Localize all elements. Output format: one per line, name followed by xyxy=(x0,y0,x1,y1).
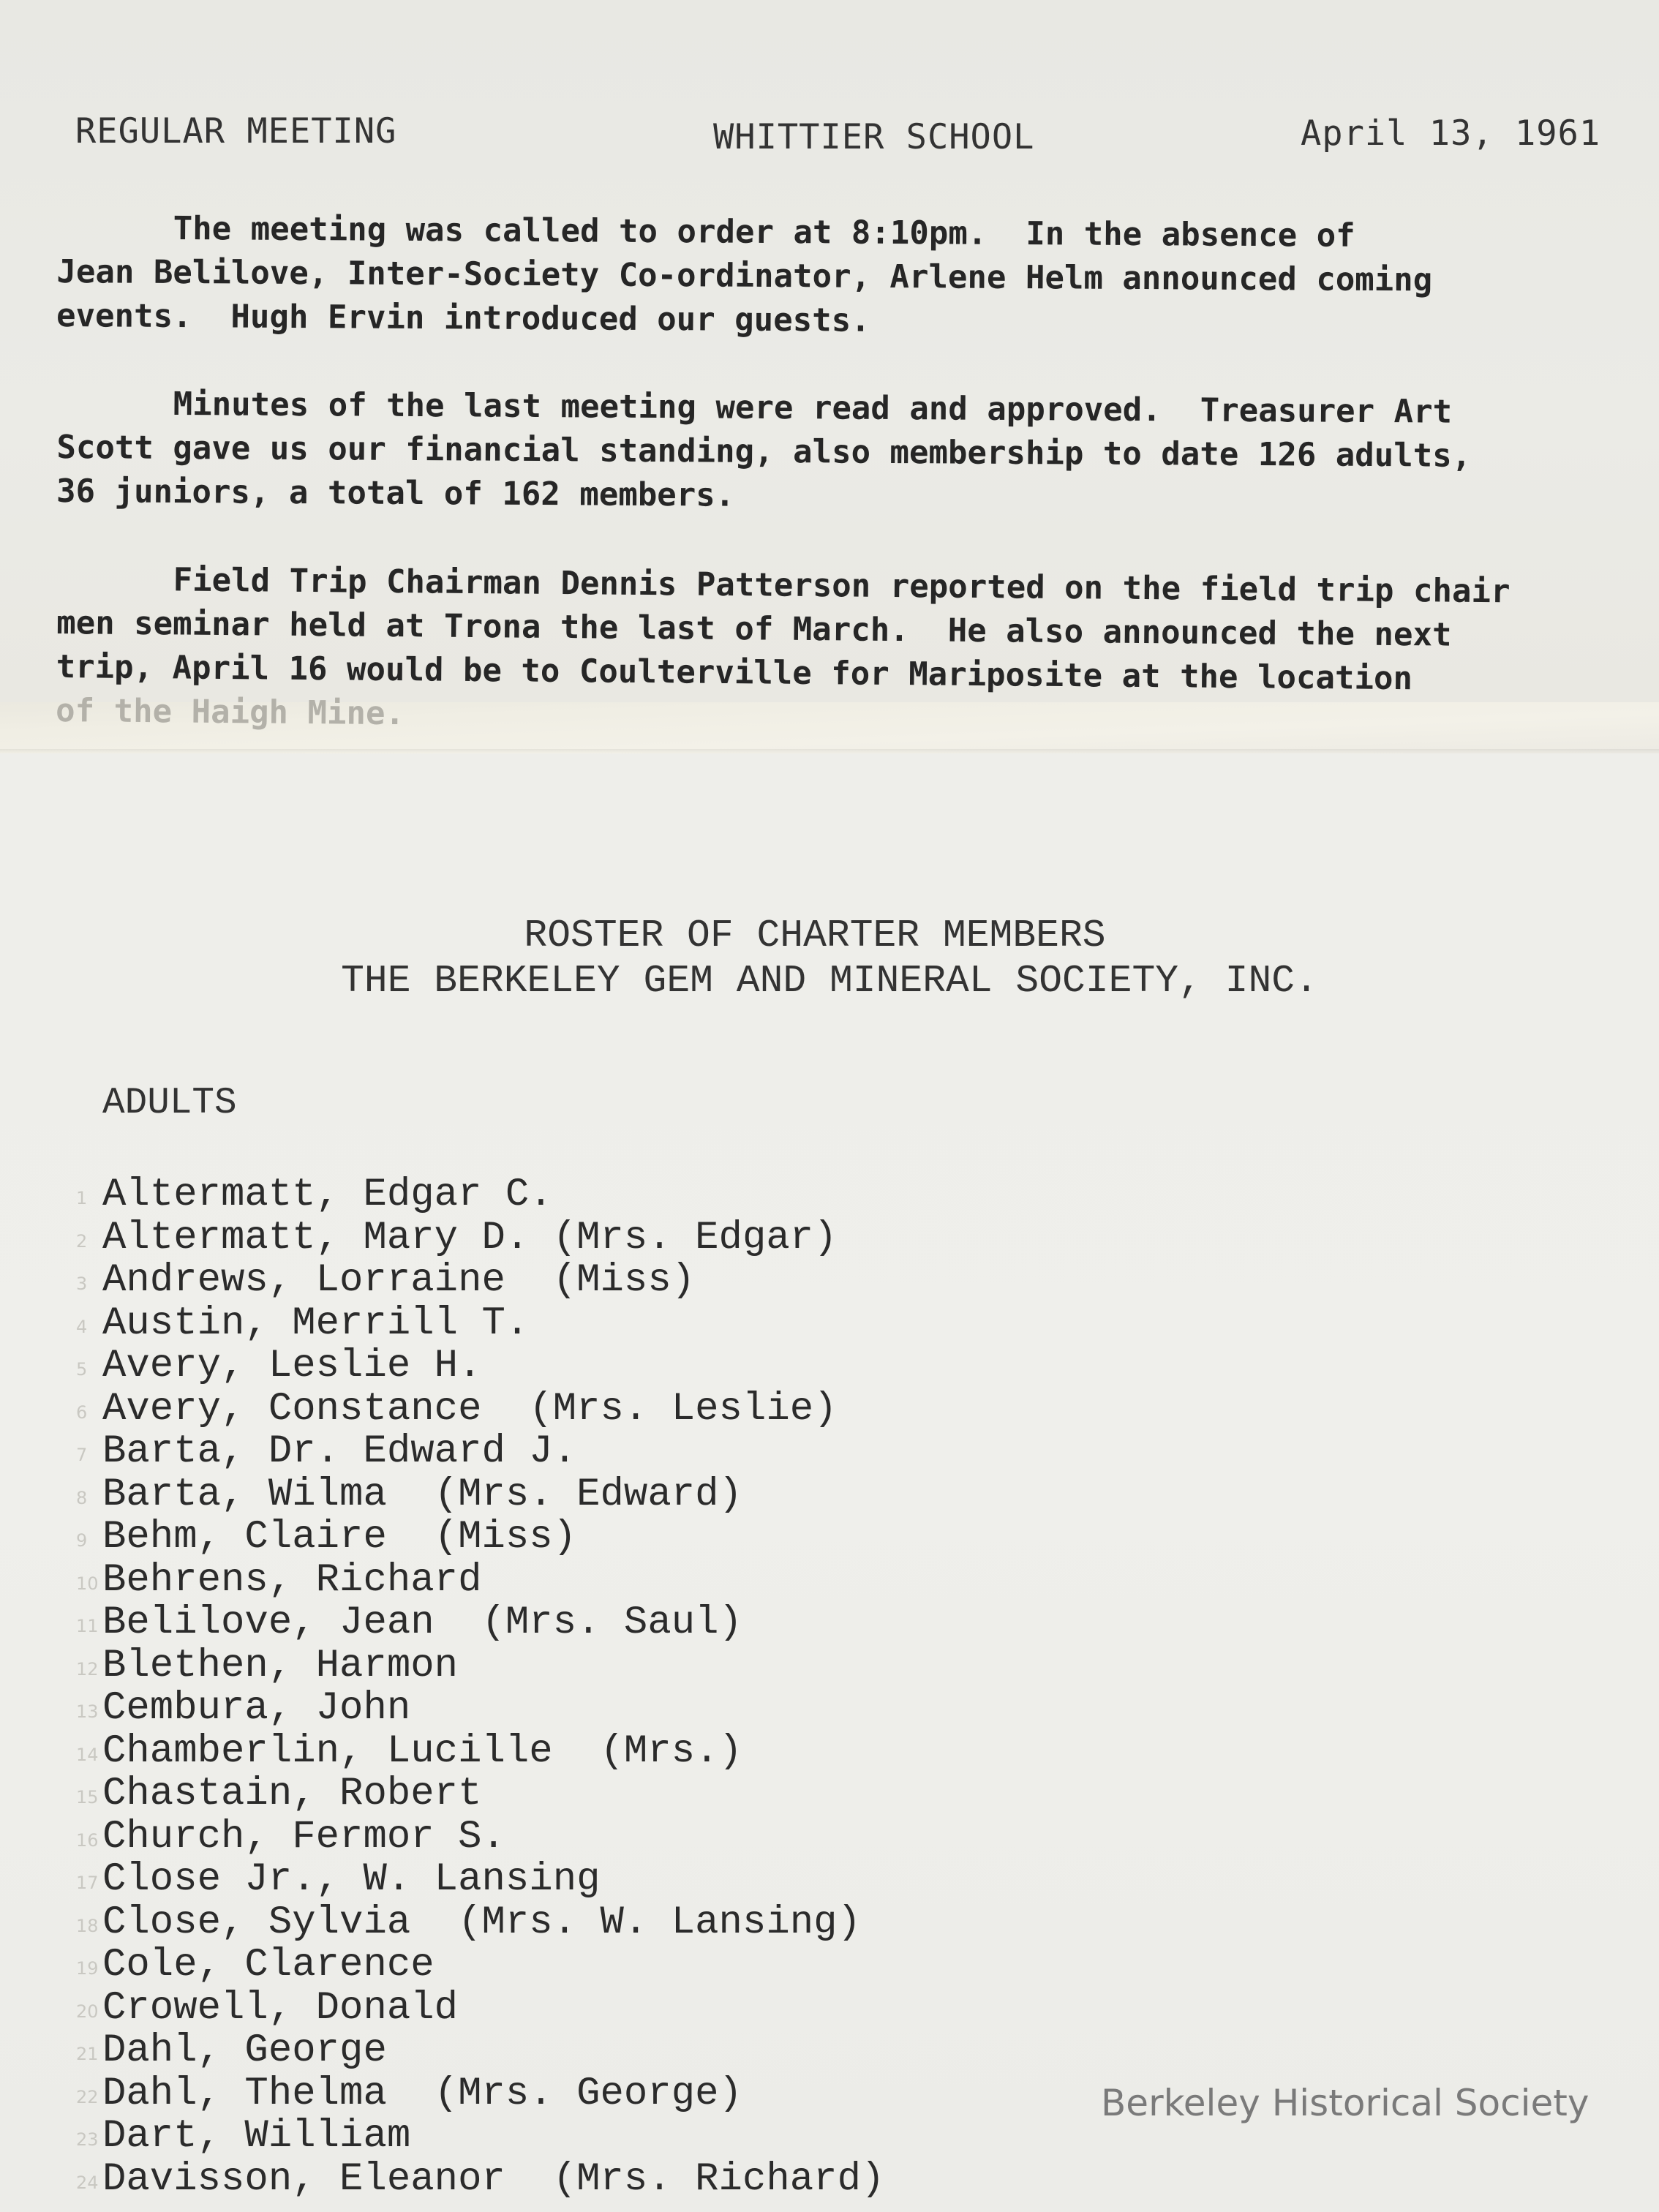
meeting-location: WHITTIER SCHOOL xyxy=(713,117,1035,157)
member-entry xyxy=(76,1943,884,1987)
member-entry xyxy=(76,1215,884,1260)
member-entry xyxy=(76,2028,884,2073)
member-entry xyxy=(76,1472,884,1517)
member-name: Crowell, Donald xyxy=(102,1985,459,2031)
member-entry xyxy=(76,1686,884,1731)
member-number: 8 xyxy=(76,1487,88,1508)
member-number: 22 xyxy=(76,2086,99,2107)
member-entry xyxy=(76,1301,884,1346)
member-number: 18 xyxy=(76,1915,99,1936)
field-trip-faded-line: of the Haigh Mine. xyxy=(55,691,405,733)
watermark: Berkeley Historical Society xyxy=(1101,2082,1590,2124)
member-number: 4 xyxy=(76,1316,88,1337)
member-number: 3 xyxy=(76,1274,88,1294)
member-entry xyxy=(76,1515,884,1560)
meeting-date: April 13, 1961 xyxy=(1301,113,1601,154)
member-entry xyxy=(76,1985,884,2031)
member-number: 20 xyxy=(76,2001,99,2022)
minutes-paragraph-treasurer: Minutes of the last meeting were read and approved. Treasurer Art Scott gave us our financial standing, also membership to date 126 adults, 36 juniors, a total of 162 members. xyxy=(56,384,1472,514)
member-entry xyxy=(76,1814,884,1859)
member-name: Blethen, Harmon xyxy=(102,1643,459,1688)
member-name: Dahl, George xyxy=(102,2028,387,2073)
member-name: Davisson, Eleanor (Mrs. Richard) xyxy=(102,2156,885,2202)
member-name: Dart, William xyxy=(102,2114,411,2159)
member-name: Austin, Merrill T. xyxy=(102,1301,530,1346)
member-entry xyxy=(76,1258,884,1303)
member-entry xyxy=(76,1643,884,1688)
member-entry xyxy=(76,1600,884,1645)
member-number: 24 xyxy=(76,2172,99,2193)
member-number: 1 xyxy=(76,1188,88,1208)
member-number: 23 xyxy=(76,2129,99,2150)
member-name: Altermatt, Mary D. (Mrs. Edgar) xyxy=(102,1215,838,1260)
member-number: 19 xyxy=(76,1958,99,1979)
roster-title: ROSTER OF CHARTER MEMBERS xyxy=(524,914,1106,958)
section-heading-adults: ADULTS xyxy=(102,1083,237,1124)
roster-subtitle: THE BERKELEY GEM AND MINERAL SOCIETY, INC. xyxy=(341,959,1318,1003)
member-entry xyxy=(76,1386,884,1432)
member-name: Chastain, Robert xyxy=(102,1772,482,1816)
member-name: Behm, Claire (Miss) xyxy=(102,1515,577,1560)
member-number: 7 xyxy=(76,1445,88,1465)
member-number: 14 xyxy=(76,1744,99,1765)
member-number: 17 xyxy=(76,1873,99,1893)
member-name: Barta, Dr. Edward J. xyxy=(102,1429,577,1474)
member-name: Andrews, Lorraine (Miss) xyxy=(102,1258,696,1303)
member-name: Church, Fermor S. xyxy=(102,1814,505,1859)
member-name: Avery, Constance (Mrs. Leslie) xyxy=(102,1386,838,1432)
member-name: Dahl, Thelma (Mrs. George) xyxy=(102,2071,742,2116)
member-name: Close, Sylvia (Mrs. W. Lansing) xyxy=(102,1900,861,1945)
member-entry xyxy=(76,1173,884,1217)
member-entry xyxy=(76,1728,884,1774)
member-entry xyxy=(76,1344,884,1388)
member-number: 5 xyxy=(76,1359,88,1380)
member-number: 9 xyxy=(76,1530,88,1551)
member-entry xyxy=(76,1429,884,1474)
member-number: 15 xyxy=(76,1787,99,1807)
member-number: 12 xyxy=(76,1658,99,1679)
member-list xyxy=(76,1173,885,2202)
member-name: Barta, Wilma (Mrs. Edward) xyxy=(102,1472,742,1517)
member-name: Belilove, Jean (Mrs. Saul) xyxy=(102,1600,742,1645)
member-entry xyxy=(76,1772,884,1816)
member-number: 10 xyxy=(76,1573,99,1594)
member-name: Altermatt, Edgar C. xyxy=(102,1173,553,1217)
member-number: 11 xyxy=(76,1616,99,1636)
member-name: Close Jr., W. Lansing xyxy=(102,1857,601,1902)
member-entry xyxy=(76,1857,884,1902)
member-number: 16 xyxy=(76,1829,99,1851)
minutes-paragraph-field-trip xyxy=(56,557,1652,747)
member-name: Avery, Leslie H. xyxy=(102,1344,482,1388)
member-entry xyxy=(76,2156,885,2202)
member-entry xyxy=(76,2071,884,2116)
minutes-paragraph-opening: The meeting was called to order at 8:10pm. In the absence of Jean Belilove, Inter-Society Co-ordinator, Arlene Helm announced coming events. Hugh Ervin introduced our guests. xyxy=(56,208,1433,339)
member-number: 13 xyxy=(76,1701,99,1722)
member-entry xyxy=(76,1557,884,1603)
member-number: 2 xyxy=(76,1230,88,1252)
member-entry xyxy=(76,1900,884,1945)
member-name: Chamberlin, Lucille (Mrs.) xyxy=(102,1728,742,1774)
member-name: Behrens, Richard xyxy=(102,1557,482,1603)
field-trip-text: Field Trip Chairman Dennis Patterson reported on the field trip chair men seminar held at Trona the last of March. He also announced the next trip, April 16 would be to Coulterville for Mariposite at the location xyxy=(56,560,1511,698)
member-name: Cole, Clarence xyxy=(102,1943,434,1987)
member-number: 6 xyxy=(76,1402,88,1423)
member-entry xyxy=(76,2114,884,2159)
member-number: 21 xyxy=(76,2044,99,2064)
meeting-type: REGULAR MEETING xyxy=(75,111,397,151)
member-name: Cembura, John xyxy=(102,1686,411,1731)
